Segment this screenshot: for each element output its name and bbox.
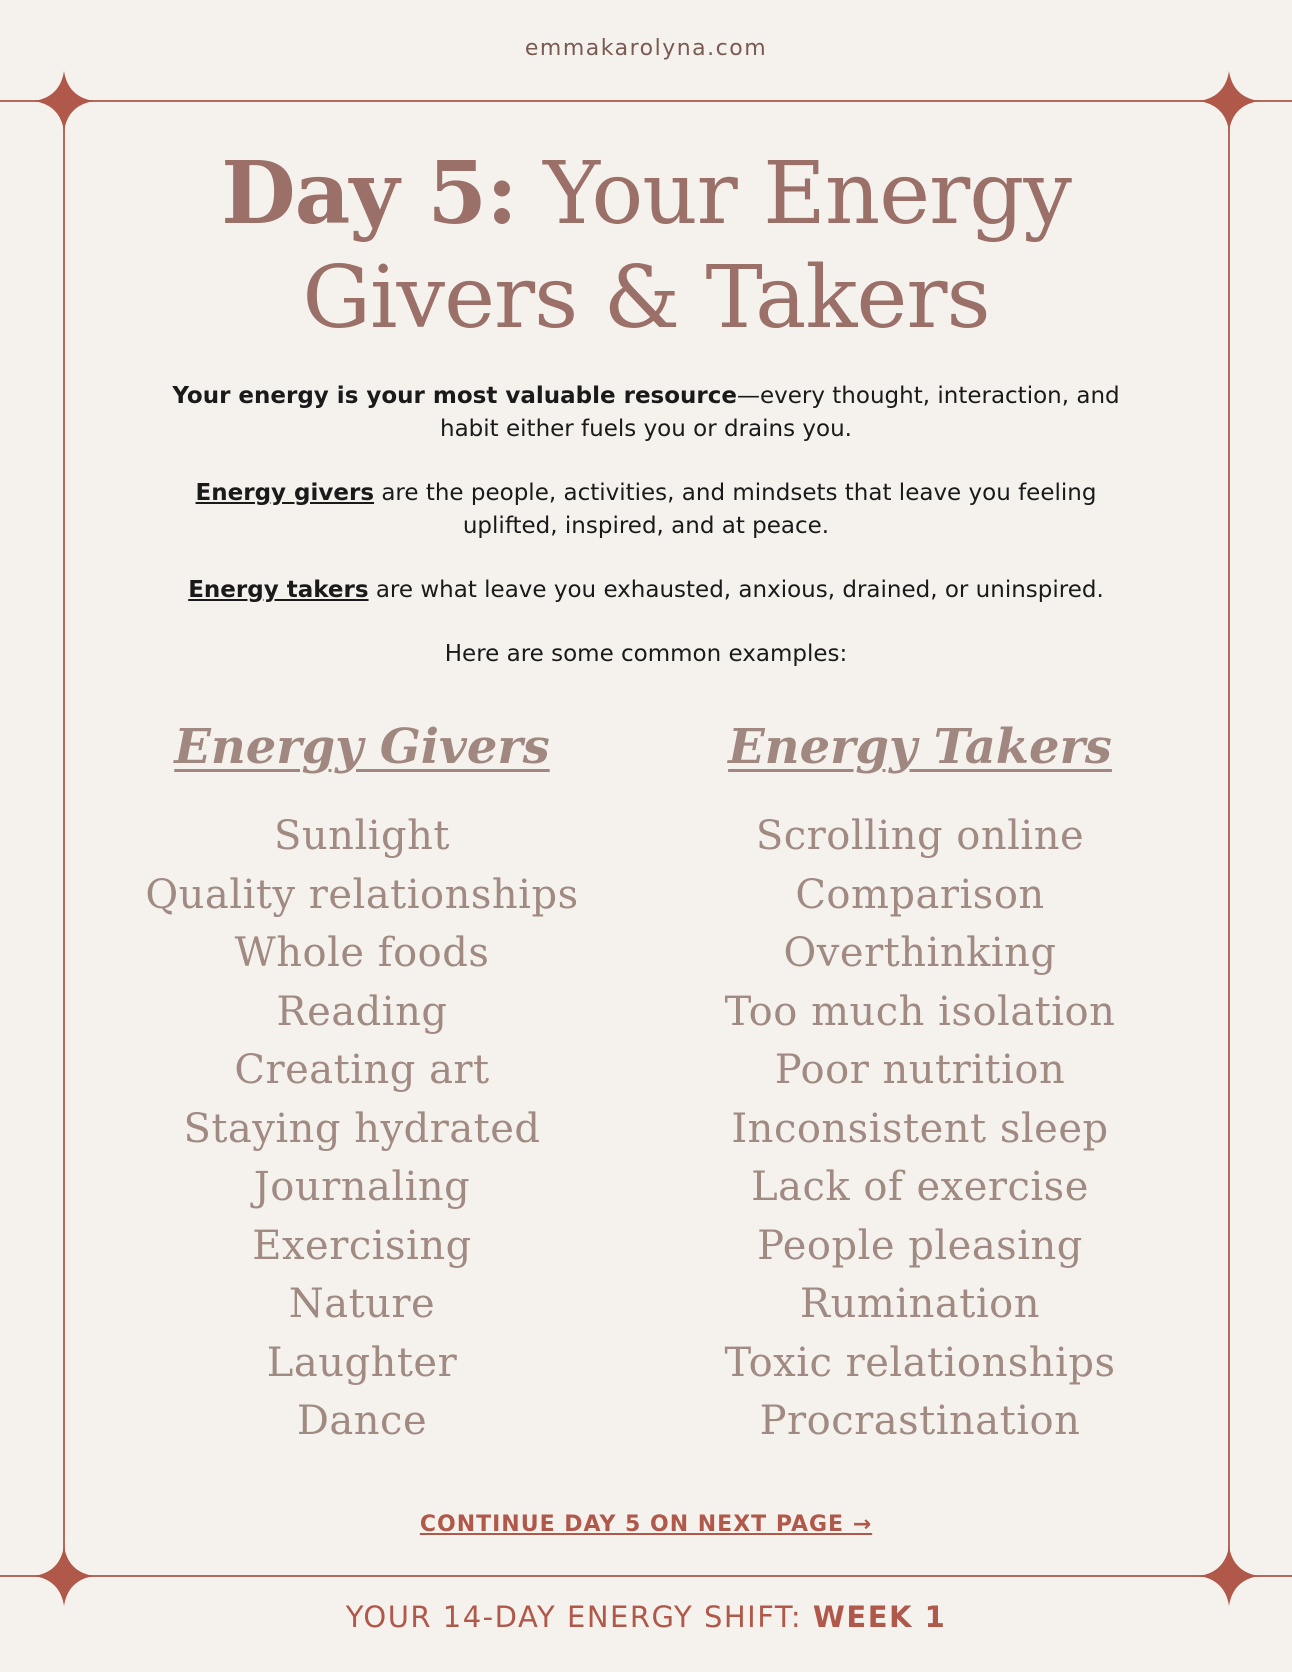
title-line1: Your Energy [516, 144, 1071, 244]
list-item: Quality relationships [145, 871, 579, 918]
four-point-star-icon [34, 1546, 94, 1606]
list-item: Whole foods [234, 930, 490, 976]
frame-bottom-line [0, 1575, 1292, 1577]
footer-banner [0, 1600, 1292, 1634]
givers-heading: Energy Givers [174, 719, 550, 775]
intro-p2-rest: are the people, activities, and mindsets that leave you feeling uplifted, inspired, and at peace. [374, 480, 1097, 539]
list-item: Nature [288, 1281, 436, 1327]
intro-p1-rest: —every thought, interaction, and habit either fuels you or drains you. [440, 383, 1120, 442]
title-day: Day 5: [221, 143, 517, 244]
list-item: People pleasing [757, 1222, 1083, 1269]
list-item: Toxic relationships [724, 1339, 1116, 1386]
takers-term: Energy takers [188, 577, 369, 603]
four-point-star-icon [1199, 1546, 1259, 1606]
list-item: Laughter [266, 1339, 458, 1386]
takers-list [660, 807, 1180, 1451]
list-item: Dance [296, 1398, 428, 1444]
list-item: Inconsistent sleep [731, 1105, 1109, 1152]
list-item: Staying hydrated [183, 1105, 541, 1152]
list-item: Rumination [800, 1281, 1040, 1327]
list-item: Creating art [234, 1047, 490, 1093]
intro-text [150, 380, 1142, 702]
intro-paragraph-2 [150, 477, 1142, 543]
givers-term: Energy givers [195, 480, 375, 506]
list-item: Poor nutrition [774, 1047, 1066, 1093]
list-item: Lack of exercise [751, 1164, 1089, 1210]
footer-prefix: YOUR 14-DAY ENERGY SHIFT: [345, 1600, 813, 1634]
list-item: Overthinking [783, 930, 1057, 976]
four-point-star-icon [1199, 71, 1259, 131]
continue-link-wrapper [0, 1512, 1292, 1537]
list-item: Journaling [253, 1164, 471, 1210]
frame-top-line [0, 100, 1292, 102]
list-item: Procrastination [759, 1398, 1081, 1444]
title-line2: Givers & Takers [302, 248, 990, 348]
list-item: Sunlight [274, 813, 450, 859]
list-item: Reading [276, 988, 448, 1035]
takers-heading: Energy Takers [728, 719, 1112, 775]
intro-paragraph-3 [150, 574, 1142, 607]
takers-column [660, 715, 1180, 1451]
list-item: Too much isolation [724, 988, 1116, 1035]
list-item: Exercising [252, 1222, 472, 1269]
givers-list [102, 807, 622, 1451]
intro-paragraph-1 [150, 380, 1142, 446]
four-point-star-icon [34, 71, 94, 131]
list-item: Comparison [795, 871, 1045, 918]
page-title [100, 142, 1192, 350]
site-url: emmakarolyna.com [524, 36, 768, 61]
givers-column [102, 715, 622, 1451]
footer-week: WEEK 1 [812, 1600, 947, 1634]
list-item: Scrolling online [755, 813, 1085, 859]
continue-next-page-link[interactable]: CONTINUE DAY 5 ON NEXT PAGE → [419, 1512, 873, 1537]
intro-paragraph-4: Here are some common examples: [444, 641, 848, 667]
frame-right-line [1228, 100, 1230, 1577]
intro-bold: Your energy is your most valuable resource [172, 383, 737, 409]
frame-left-line [63, 100, 65, 1577]
intro-p3-rest: are what leave you exhausted, anxious, drained, or uninspired. [368, 577, 1104, 603]
